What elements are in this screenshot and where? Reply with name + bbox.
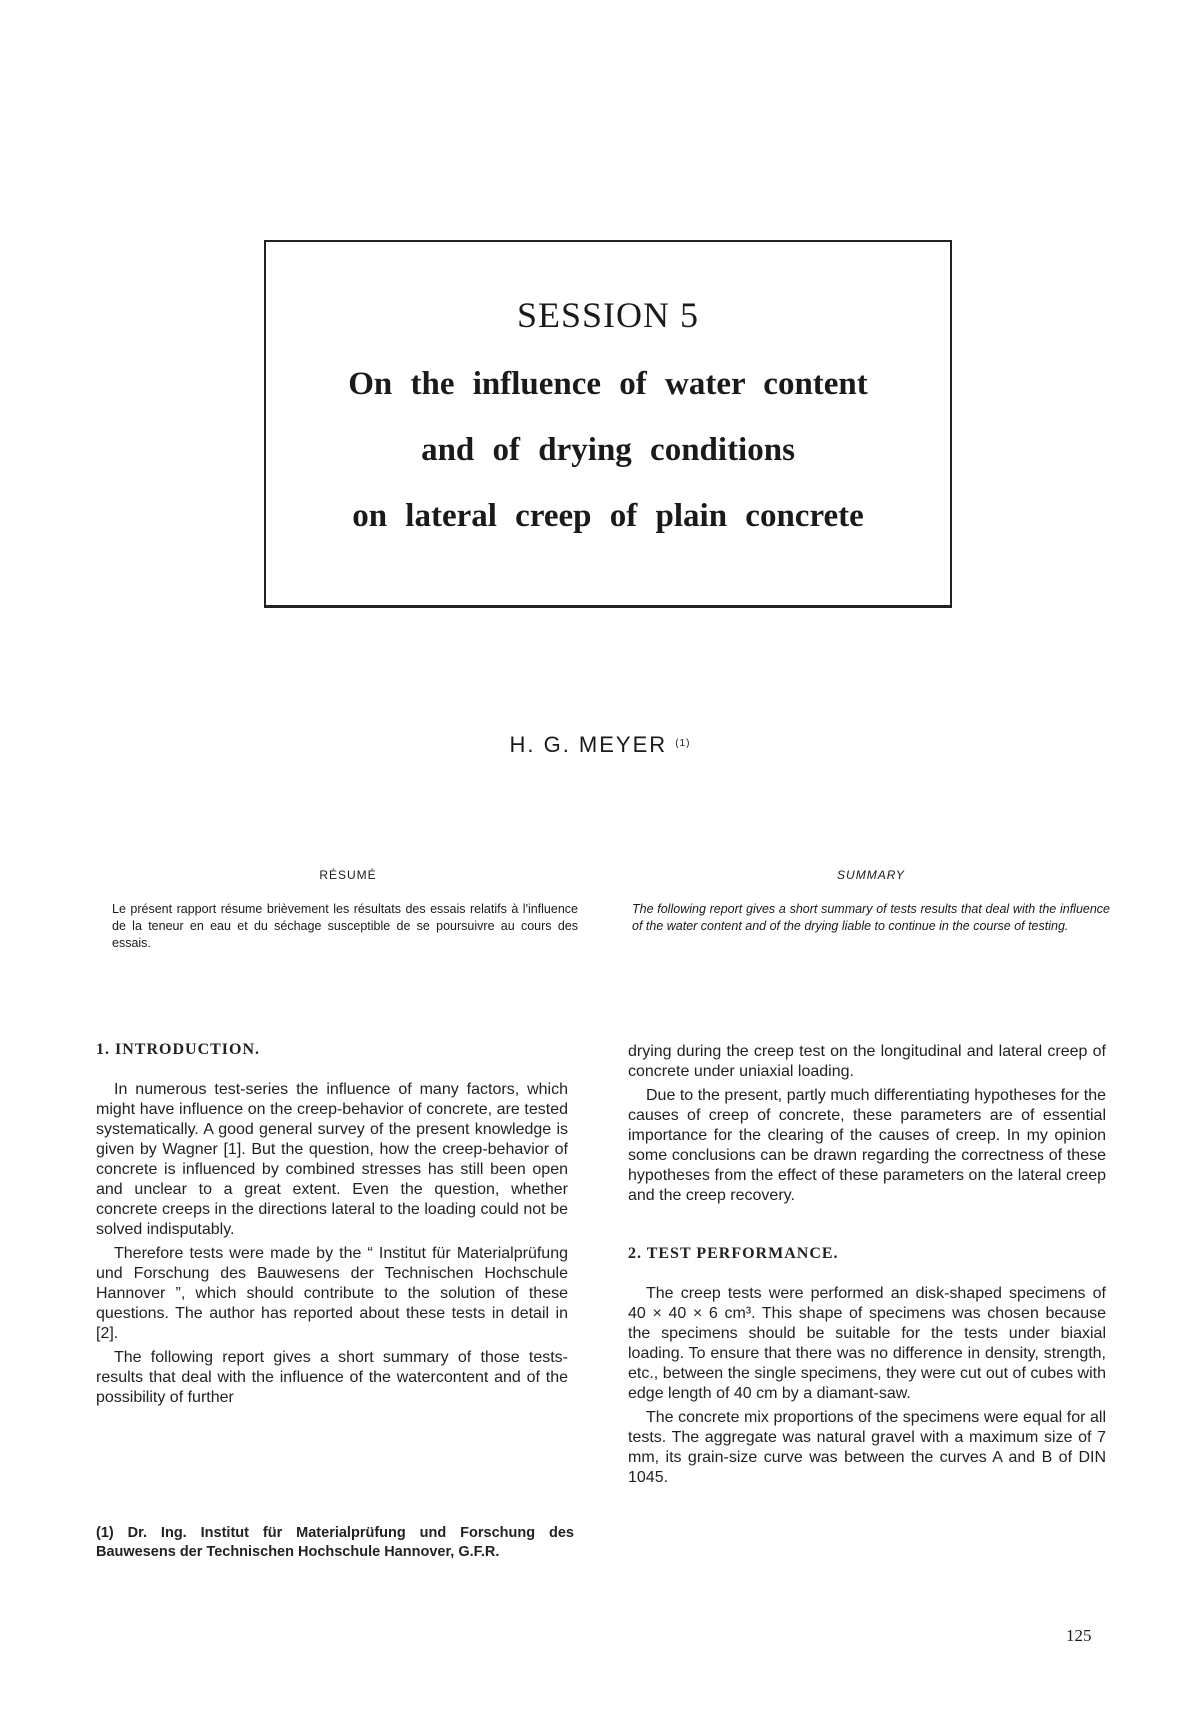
intro-continuation-1: drying during the creep test on the longitudinal and lateral creep of concrete under uniaxial loading.	[628, 1043, 1106, 1080]
summary-heading: SUMMARY	[837, 868, 905, 882]
intro-paragraph-1: In numerous test-series the influence of many factors, which might have influence on the creep-behavior of concrete, are tested systematically. A good general survey of the present knowledge is given by Wagner [1]. But the question, how the creep-behavior of concrete is influenced by combined stresses has still been open and unclear to a great extent. Even the question, whether concrete creeps in the directions lateral to the loading could not be solved indisputably.	[96, 1081, 568, 1238]
title-box	[264, 240, 952, 608]
intro-paragraph-3: The following report gives a short summary of those tests-results that deal with the influence of the watercontent and of the possibility of further	[96, 1349, 568, 1406]
footnote: (1) Dr. Ing. Institut für Materialprüfung und Forschung des Bauwesens der Technischen Hochschule Hannover, G.F.R.	[96, 1525, 574, 1560]
intro-paragraph-2: Therefore tests were made by the “ Institut für Materialprüfung und Forschung des Bauwesens der Technischen Hochschule Hannover ”, which should contribute to the solution of these questions. The author has reported about these tests in detail in [2].	[96, 1245, 568, 1342]
page-number: 125	[1066, 1626, 1092, 1645]
author-name: H. G. MEYER	[509, 732, 668, 757]
author-footnote-mark: (1)	[675, 738, 691, 749]
title-line-2: and of drying conditions	[421, 432, 795, 468]
author-line	[0, 732, 1200, 758]
test-heading: 2. TEST PERFORMANCE.	[628, 1245, 839, 1262]
resume-heading: RÉSUMÉ	[319, 868, 377, 882]
resume-text: Le présent rapport résume brièvement les résultats des essais relatifs à l'influence de la teneur en eau et du séchage susceptible de se poursuivre au cours des essais.	[112, 902, 578, 950]
intro-heading: 1. INTRODUCTION.	[96, 1041, 261, 1058]
session-heading: SESSION 5	[516, 295, 700, 335]
title-line-3: on lateral creep of plain concrete	[352, 498, 864, 534]
left-column	[96, 1040, 568, 1412]
summary-text: The following report gives a short summary of tests results that deal with the influence of the water content and of the drying liable to continue in the course of testing.	[632, 902, 1110, 933]
intro-continuation-2: Due to the present, partly much differentiating hypotheses for the causes of creep of concrete, these parameters are of essential importance for the clearing of the causes of creep. In my opinion some conclusions can be drawn regarding the correctness of these hypotheses from the effect of these parameters on the lateral creep and the creep recovery.	[628, 1087, 1106, 1204]
test-paragraph-2: The concrete mix proportions of the specimens were equal for all tests. The aggregate was natural gravel with a maximum size of 7 mm, its grain-size curve was between the curves A and B of DIN 1045.	[628, 1409, 1106, 1486]
right-column	[628, 1042, 1106, 1492]
test-paragraph-1: The creep tests were performed an disk-shaped specimens of 40 × 40 × 6 cm³. This shape of specimens was chosen because the specimens should be suitable for the tests under biaxial loading. To ensure that there was no difference in density, strength, etc., between the single specimens, they were cut out of cubes with edge length of 40 cm by a diamant-saw.	[628, 1285, 1106, 1402]
title-line-1: On the influence of water content	[348, 366, 868, 402]
